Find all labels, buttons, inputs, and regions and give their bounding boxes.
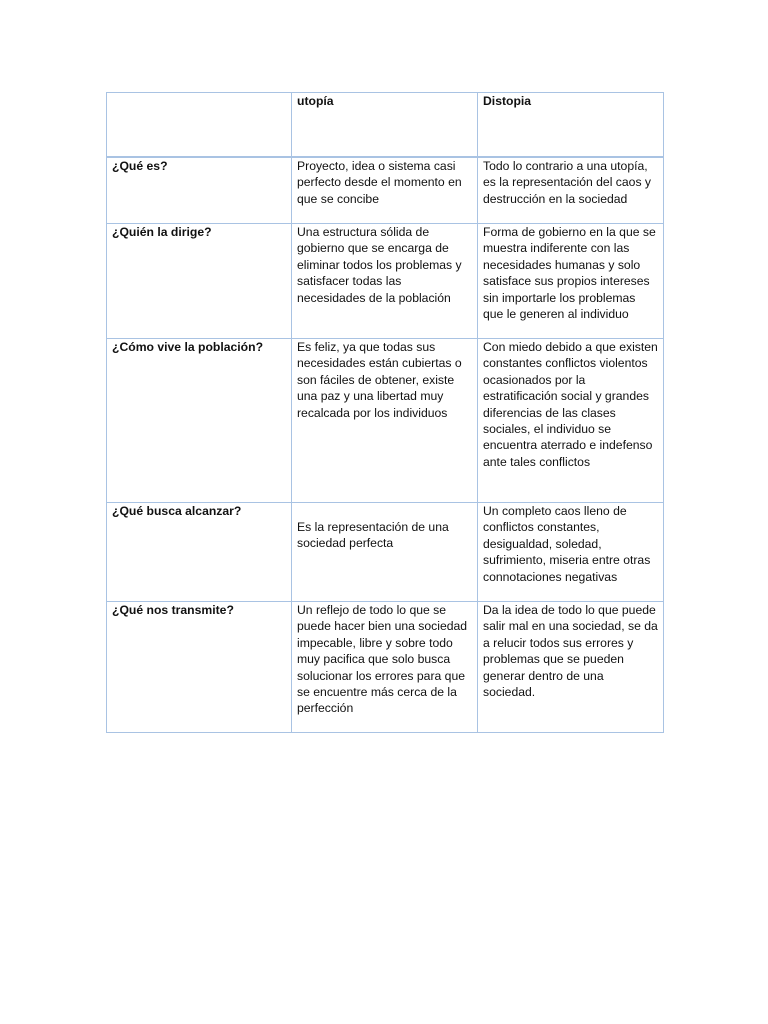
distopia-cell: Con miedo debido a que existen constantes conflictos violentos ocasionados por la estratificación social y grandes diferencias de las clases sociales, el individuo se encuentra aterrado e indefenso ante tales conflictos [478, 339, 664, 503]
utopia-cell: Un reflejo de todo lo que se puede hacer bien una sociedad impecable, libre y sobre todo muy pacifica que solo busca solucionar los errores para que se encuentre más cerca de la perfección [292, 602, 478, 733]
utopia-cell-text: Es la representación de una sociedad perfecta [297, 520, 449, 551]
utopia-cell: Es feliz, ya que todas sus necesidades están cubiertas o son fáciles de obtener, existe una paz y una libertad muy recalcada por los individuos [292, 339, 478, 503]
header-cell-utopia: utopía [292, 93, 478, 158]
question-cell: ¿Cómo vive la población? [107, 339, 292, 503]
question-cell: ¿Qué es? [107, 157, 292, 224]
distopia-cell: Forma de gobierno en la que se muestra indiferente con las necesidades humanas y solo satisface sus propios intereses sin importarle los problemas que le generen al individuo [478, 224, 664, 339]
utopia-cell: Proyecto, idea o sistema casi perfecto desde el momento en que se concibe [292, 157, 478, 224]
comparison-table [106, 92, 664, 733]
question-cell: ¿Quién la dirige? [107, 224, 292, 339]
header-cell-empty [107, 93, 292, 158]
question-cell: ¿Qué busca alcanzar? [107, 503, 292, 602]
distopia-cell: Un completo caos lleno de conflictos constantes, desigualdad, soledad, sufrimiento, miseria entre otras connotaciones negativas [478, 503, 664, 602]
distopia-cell: Todo lo contrario a una utopía, es la representación del caos y destrucción en la sociedad [478, 157, 664, 224]
table-row [107, 224, 664, 339]
distopia-cell: Da la idea de todo lo que puede salir mal en una sociedad, se da a relucir todos sus errores y problemas que se pueden generar dentro de una sociedad. [478, 602, 664, 733]
table-row [107, 157, 664, 224]
header-cell-distopia: Distopia [478, 93, 664, 158]
table-row [107, 602, 664, 733]
utopia-cell [292, 503, 478, 602]
table-header-row [107, 93, 664, 158]
table-row [107, 503, 664, 602]
table-row [107, 339, 664, 503]
question-cell: ¿Qué nos transmite? [107, 602, 292, 733]
utopia-cell: Una estructura sólida de gobierno que se encarga de eliminar todos los problemas y satisfacer todas las necesidades de la población [292, 224, 478, 339]
